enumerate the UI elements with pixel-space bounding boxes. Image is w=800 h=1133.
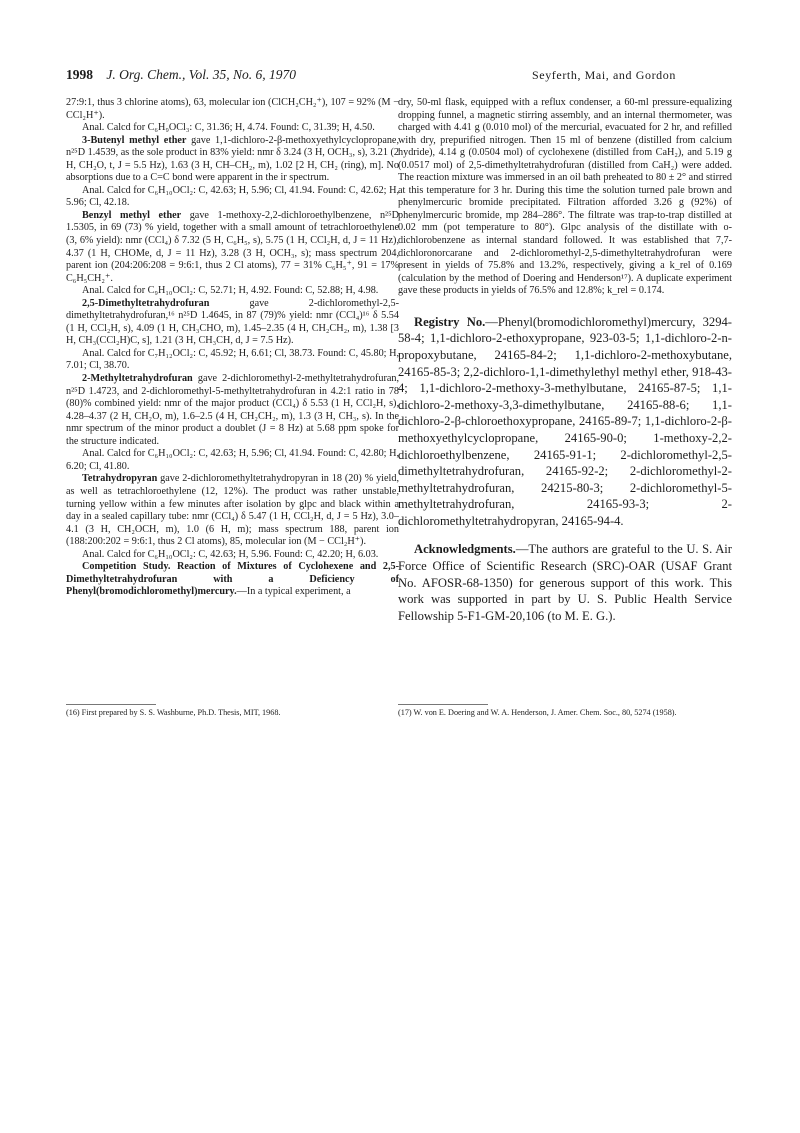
running-header-left (66, 67, 296, 83)
journal-citation: J. Org. Chem., Vol. 35, No. 6, 1970 (106, 67, 296, 82)
section-heading: Competition Study. Reaction of Mixtures of Cyclohexene and 2,5-Dimethyltetrahydrofuran with a Deficiency of Phenyl(bromodichloromethyl)mercury. (66, 561, 399, 598)
analysis-paragraph: Anal. Calcd for C₆H₉OCl₃: C, 31.36; H, 4.74. Found: C, 31.39; H, 4.50. (82, 122, 375, 134)
paragraph: dry, 50-ml flask, equipped with a reflux condenser, a 60-ml pressure-equalizing dropping funnel, a magnetic stirring assembly, and an internal thermometer, was charged with 4.41 g (0.010 mol) of the mercurial, evacuated for 2 hr, and refilled with dry, prepurified nitrogen. Then 15 ml of benzene (distilled from calcium hydride), 4.14 g (0.0504 mol) of cyclohexene (distilled from CaH₂), and 5.19 g (0.0517 mol) of 2,5-dimethyltetrahydrofuran (distilled from CaH₂) were added. The reaction mixture was immersed in an oil bath preheated to 80 ± 2° and stirred at this temperature for 3 hr. During this time the solution turned pale brown and phenylmercuric bromide precipitated. Filtration afforded 3.26 g (92%) of phenylmercuric bromide, mp 284–286°. The filtrate was trap-to-trap distilled at 0.02 mm (pot temperature to 80°). Glpc analysis of the distillate with o-dichlorobenzene as internal standard followed. It was established that 7,7-dichloronorcarane and 2-dichloromethyl-2,5-dimethyltetrahydrofuran were present in yields of 75.8% and 13.2%, respectively, giving a k_rel of 0.169 (calculation by the method of Doering and Henderson¹⁷). A duplicate experiment gave these products in yields of 76.5% and 12.8%; k_rel = 0.174. (398, 97, 732, 297)
page-number: 1998 (66, 67, 93, 82)
footnote-divider (398, 704, 488, 705)
paragraph: 2,5-Dimethyltetrahydrofuran gave 2-dichloromethyl-2,5-dimethyltetrahydrofuran,¹⁶ n²⁵D 1.4645, in 87 (79)% yield: nmr (CCl₄)¹⁶ δ 5.54 (1 H, CCl₂H, s), 4.09 (1 H, CH₃CHO, m), 1.45–2.35 (4 H, CH₂CH₂, m), 1.38 [3 H, CH₃(CCl₂H)C, s], 1.21 (3 H, CH₃CH, d, J = 7.5 Hz). (66, 297, 399, 347)
compound-heading: Tetrahydropyran (82, 473, 158, 485)
analysis-paragraph: Anal. Calcd for C₆H₁₀OCl₂: C, 42.63; H, 5.96; Cl, 41.94. Found: C, 42.80; H, 6.20; Cl, 41.80. (66, 448, 399, 472)
footnote-divider (66, 704, 156, 705)
paragraph: Benzyl methyl ether gave 1-methoxy-2,2-dichloroethylbenzene, n²⁵D 1.5305, in 69 (73) % yield, together with a small amount of tetrachloroethylene (3, 6% yield): nmr (CCl₄) δ 7.32 (5 H, C₆H₅, s), 5.75 (1 H, CCl₂H, d, J = 11 Hz), 4.37 (1 H, CHOMe, d, J = 11 Hz), 3.28 (3 H, OCH₃, s); mass spectrum 204, parent ion (204:206:208 = 9:6:1, thus 2 Cl atoms), 77 = 31% C₆H₅⁺, 91 = 17% C₆H₅CH₂⁺. (66, 209, 399, 284)
registry-heading: Registry No. (414, 314, 486, 329)
acknowledgments-paragraph: Acknowledgments.—The authors are grateful to the U. S. Air Force Office of Scientific Research (SRC)-OAR (USAF Grant No. AFOSR-68-1350) for generous support of this work. This work was supported in part by U. S. Public Health Service Fellowship 5-F1-GM-20,106 (to M. E. G.). (398, 542, 732, 623)
running-header-authors: Seyferth, Mai, and Gordon (532, 68, 676, 82)
compound-heading: Benzyl methyl ether (82, 209, 182, 221)
compound-heading: 2-Methyltetrahydrofuran (82, 373, 193, 385)
registry-paragraph: Registry No.—Phenyl(bromodichloromethyl)mercury, 3294-58-4; 1,1-dichloro-2-ethoxypropane, 923-03-5; 1,1-dichloro-2-n-propoxybutane, 24165-84-2; 1,1-dichloro-2-methoxybutane, 24165-85-3; 2,2-dichloro-1,1-dimethylethyl methyl ether, 918-43-4; 1,1-dichloro-2-methoxy-3-methylbutane, 24165-87-5; 1,1-dichloro-2-methoxy-3,3-dimethylbutane, 24165-88-6; 1,1-dichloro-2-β-chloroethoxypropane, 24165-89-7; 1,1-dichloro-2-β-methoxyethylcyclopropane, 24165-90-0; 1-methoxy-2,2-dichloroethylbenzene, 24165-91-1; 2-dichloromethyl-2,5-dimethyltetrahydrofuran, 24165-92-2; 2-dichloromethyl-2-methyltetrahydrofuran, 24215-80-3; 2-dichloromethyl-5-methyltetrahydrofuran, 24165-93-3; 2-dichloromethyltetrahydropyran, 24165-94-4. (398, 314, 733, 528)
acknowledgments-heading: Acknowledgments. (414, 542, 516, 557)
paragraph: 27:9:1, thus 3 chlorine atoms), 63, molecular ion (ClCH₂CH₂⁺), 107 = 92% (M − CCl₂H⁺). (66, 97, 399, 121)
compound-heading: 2,5-Dimethyltetrahydrofuran (82, 297, 210, 309)
footnote-16: (16) First prepared by S. S. Washburne, Ph.D. Thesis, MIT, 1968. (66, 708, 281, 717)
right-column (398, 97, 732, 624)
paragraph: 3-Butenyl methyl ether gave 1,1-dichloro-2-β-methoxyethylcyclopropane, n²⁵D 1.4539, as the sole product in 83% yield: nmr δ 3.24 (3 H, OCH₃, s), 3.21 (2 H, CH₂O, t, J = 5.5 Hz), 1.63 (3 H, CH–CH₂, m), 1.02 [2 H, CH₂ (ring), m]. No absorptions due to a C=C bond were apparent in the ir spectrum. (66, 134, 399, 184)
analysis-paragraph: Anal. Calcd for C₆H₁₀OCl₂: C, 42.63; H, 5.96; Cl, 41.94. Found: C, 42.62; H, 5.96; Cl, 42.18. (66, 184, 399, 209)
analysis-paragraph: Anal. Calcd for C₉H₁₀OCl₂: C, 52.71; H, 4.92. Found: C, 52.88; H, 4.98. (82, 285, 379, 297)
compound-heading: 3-Butenyl methyl ether (82, 134, 187, 146)
analysis-paragraph: Anal. Calcd for C₆H₁₀OCl₂: C, 42.63; H, 5.96. Found: C, 42.20; H, 6.03. (82, 548, 379, 560)
footnote-17: (17) W. von E. Doering and W. A. Henderson, J. Amer. Chem. Soc., 80, 5274 (1958). (398, 708, 677, 717)
left-column (66, 97, 399, 599)
paragraph: Competition Study. Reaction of Mixtures of Cyclohexene and 2,5-Dimethyltetrahydrofuran with a Deficiency of Phenyl(bromodichloromethyl)mercury.—In a typical experiment, a (66, 561, 399, 598)
paragraph: 2-Methyltetrahydrofuran gave 2-dichloromethyl-2-methyltetrahydrofuran, n²⁵D 1.4723, and 2-dichloromethyl-5-methyltetrahydrofuran in 4.2:1 ratio in 78 (80)% combined yield: nmr of the major product (CCl₄) δ 5.53 (1 H, CCl₂H, s), 4.28–4.37 (2 H, CH₂O, m), 1.6–2.5 (4 H, CH₂CH₂, m), 1.3 (3 H, CH₃, s). In the nmr spectrum of the minor product a doublet (J = 8 Hz) at 5.68 ppm spoke for the structure indicated. (66, 373, 399, 447)
paragraph: Tetrahydropyran gave 2-dichloromethyltetrahydropyran in 18 (20) % yield, as well as tetrachloroethylene (12, 12%). The product was rather unstable, turning yellow within a few minutes after isolation by glpc and black within a day in a sealed capillary tube: nmr (CCl₄) δ 5.47 (1 H, CCl₂H, d, J = 5 Hz), 3.0–4.1 (3 H, CH₂OCH, m), 1.0 (6 H, m); mass spectrum 188, parent ion (188:200:202 = 9:6:1, thus 2 Cl atoms), 85, molecular ion (M − CCl₂H⁺). (66, 473, 399, 548)
analysis-paragraph: Anal. Calcd for C₇H₁₂OCl₂: C, 45.92; H, 6.61; Cl, 38.73. Found: C, 45.80; H, 7.01; Cl, 38.70. (66, 347, 399, 372)
